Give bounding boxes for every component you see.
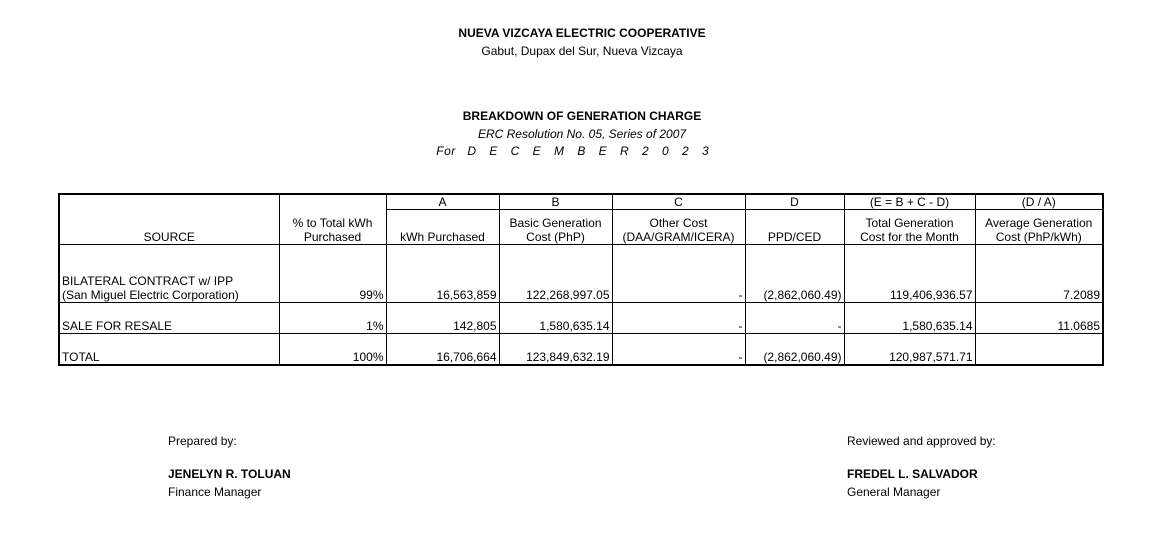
basic-cost-cell: 123,849,632.19 [499, 334, 612, 366]
column-header-kwh: kWh Purchased [386, 210, 499, 245]
ppd-cell: (2,862,060.49) [745, 334, 844, 366]
kwh-cell: 16,706,664 [386, 334, 499, 366]
total-cost-cell: 119,406,936.57 [844, 245, 975, 303]
ppd-cell: (2,862,060.49) [745, 245, 844, 303]
organization-address: Gabut, Dupax del Sur, Nueva Vizcaya [481, 44, 683, 58]
basic-cost-cell: 122,268,997.05 [499, 245, 612, 303]
column-header-other-cost: Other Cost (DAA/GRAM/ICERA) [612, 210, 745, 245]
prepared-by-name: JENELYN R. TOLUAN [168, 467, 291, 481]
table-row [59, 245, 1103, 303]
document-title: BREAKDOWN OF GENERATION CHARGE [462, 109, 702, 123]
column-letter [279, 194, 386, 210]
column-header-row [59, 210, 1103, 245]
column-letter: C [612, 194, 745, 210]
source-cell: TOTAL [59, 334, 279, 366]
organization-name: NUEVA VIZCAYA ELECTRIC COOPERATIVE [458, 26, 706, 40]
column-letter: A [386, 194, 499, 210]
column-letter: (D / A) [975, 194, 1103, 210]
column-header-total-cost: Total Generation Cost for the Month [844, 210, 975, 245]
column-letter-row [59, 194, 1103, 210]
column-header-average-cost: Average Generation Cost (PhP/kWh) [975, 210, 1103, 245]
percent-cell: 1% [279, 303, 386, 334]
average-cost-cell: 11.0685 [975, 303, 1103, 334]
table-row [59, 303, 1103, 334]
column-letter: B [499, 194, 612, 210]
prepared-by-position: Finance Manager [168, 485, 262, 499]
prepared-by-label: Prepared by: [168, 434, 237, 448]
basic-cost-cell: 1,580,635.14 [499, 303, 612, 334]
total-cost-cell: 120,987,571.71 [844, 334, 975, 366]
total-cost-cell: 1,580,635.14 [844, 303, 975, 334]
column-letter: D [745, 194, 844, 210]
column-letter: (E = B + C - D) [844, 194, 975, 210]
source-cell: BILATERAL CONTRACT w/ IPP (San Miguel Electric Corporation) [59, 245, 279, 303]
billing-period-label: For [436, 144, 456, 158]
source-cell: SALE FOR RESALE [59, 303, 279, 334]
other-cost-cell: - [612, 245, 745, 303]
kwh-cell: 142,805 [386, 303, 499, 334]
percent-cell: 99% [279, 245, 386, 303]
other-cost-cell: - [612, 303, 745, 334]
column-header-ppd: PPD/CED [745, 210, 844, 245]
other-cost-cell: - [612, 334, 745, 366]
table-row-total [59, 334, 1103, 366]
column-letter [59, 194, 279, 210]
column-header-basic-cost: Basic Generation Cost (PhP) [499, 210, 612, 245]
resolution-reference: ERC Resolution No. 05, Series of 2007 [477, 127, 687, 141]
billing-period-value: D E C E M B E R 2 0 2 3 [467, 144, 714, 158]
reviewed-by-label: Reviewed and approved by: [847, 434, 996, 448]
ppd-cell: - [745, 303, 844, 334]
kwh-cell: 16,563,859 [386, 245, 499, 303]
average-cost-cell: 7.2089 [975, 245, 1103, 303]
reviewed-by-name: FREDEL L. SALVADOR [847, 467, 978, 481]
billing-period [0, 144, 1150, 158]
percent-cell: 100% [279, 334, 386, 366]
generation-charge-table [58, 193, 1104, 366]
average-cost-cell [975, 334, 1103, 366]
column-header-percent: % to Total kWh Purchased [279, 210, 386, 245]
reviewed-by-position: General Manager [847, 485, 941, 499]
column-header-source: SOURCE [59, 210, 279, 245]
